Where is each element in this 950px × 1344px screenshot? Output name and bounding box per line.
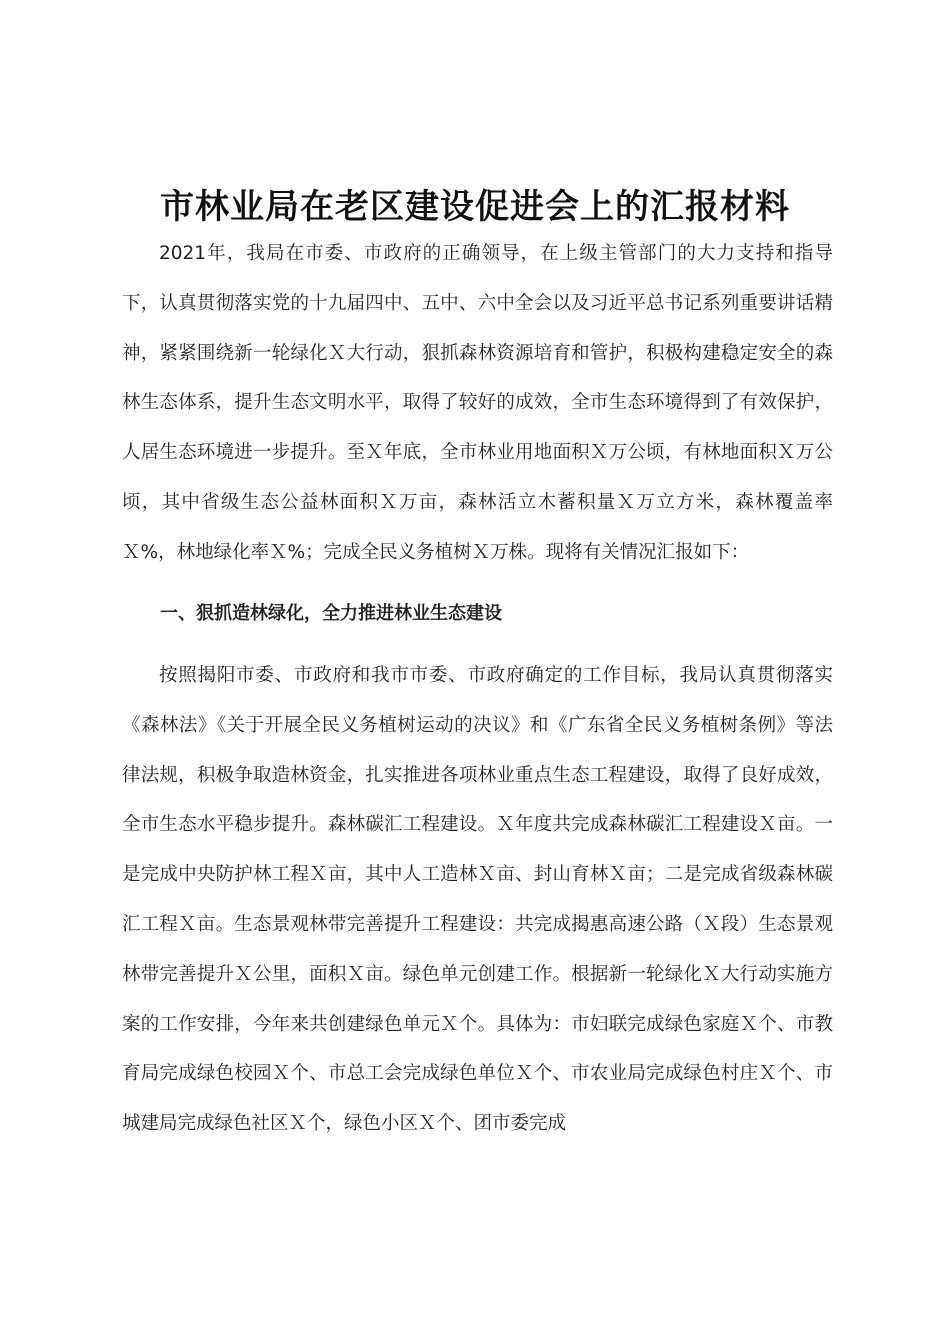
section-1-paragraph: 按照揭阳市委、市政府和我市市委、市政府确定的工作目标，我局认真贯彻落实《森林法》《关于开展全民义务植树运动的决议》和《广东省全民义务植树条例》等法律法规，积极争取造林资金，扎实推进各项林业重点生态工程建设，取得了良好成效，全市生态水平稳步提升。森林碳汇工程建设。Ｘ年度共完成森林碳汇工程建设Ｘ亩。一是完成中央防护林工程Ｘ亩，其中人工造林Ｘ亩、封山育林Ｘ亩；二是完成省级森林碳汇工程Ｘ亩。生态景观林带完善提升工程建设：共完成揭惠高速公路（Ｘ段）生态景观林带完善提升Ｘ公里，面积Ｘ亩。绿色单元创建工作。根据新一轮绿化Ｘ大行动实施方案的工作安排，今年来共创建绿色单元Ｘ个。具体为：市妇联完成绿色家庭Ｘ个、市教育局完成绿色校园Ｘ个、市总工会完成绿色单位Ｘ个、市农业局完成绿色村庄Ｘ个、市城建局完成绿色社区Ｘ个，绿色小区Ｘ个、团市委完成 [122,665,833,1135]
document-title: 市林业局在老区建设促进会上的汇报材料 [160,187,790,227]
section-heading-1: 一、狠抓造林绿化，全力推进林业生态建设 [160,603,502,624]
intro-paragraph: 2021年，我局在市委、市政府的正确领导，在上级主管部门的大力支持和指导下，认真贯彻落实党的十九届四中、五中、六中全会以及习近平总书记系列重要讲话精神，紧紧围绕新一轮绿化Ｘ大行动，狠抓森林资源培育和管护，积极构建稳定安全的森林生态体系，提升生态文明水平，取得了较好的成效，全市生态环境得到了有效保护，人居生态环境进一步提升。至Ｘ年底，全市林业用地面积Ｘ万公顷，有林地面积Ｘ万公顷，其中省级生态公益林面积Ｘ万亩，森林活立木蓄积量Ｘ万立方米，森林覆盖率Ｘ%，林地绿化率Ｘ%；完成全民义务植树Ｘ万株。现将有关情况汇报如下： [122,243,833,563]
